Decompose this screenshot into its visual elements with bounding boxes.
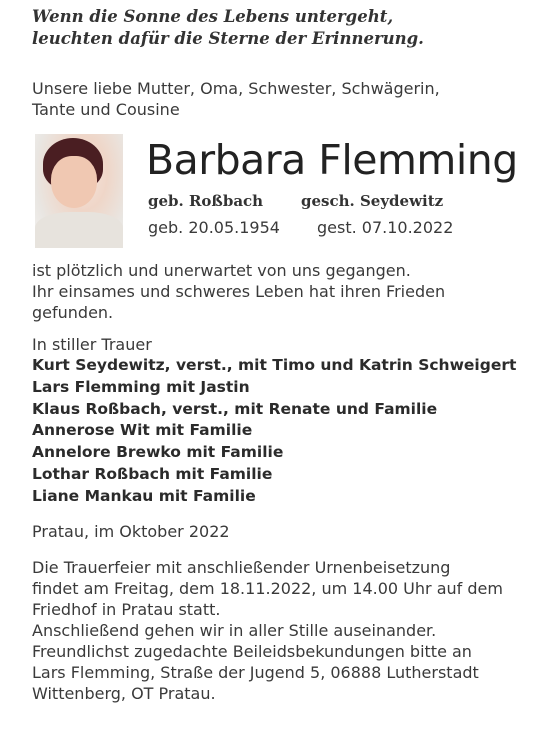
service-line: Wittenberg, OT Pratau.	[32, 684, 216, 703]
service-line: findet am Freitag, dem 18.11.2022, um 14.00 Uhr auf dem	[32, 579, 503, 598]
service-line: Freundlichst zugedachte Beileidsbekundungen bitte an	[32, 642, 472, 661]
place-date: Pratau, im Oktober 2022	[32, 522, 230, 541]
service-info	[32, 557, 532, 704]
mourner: Annelore Brewko mit Familie	[32, 443, 284, 462]
mourner: Kurt Seydewitz, verst., mit Timo und Katrin Schweigert	[32, 356, 517, 374]
birth-name: geb. Roßbach	[148, 192, 264, 210]
mourner: Annerose Wit mit Familie	[32, 421, 253, 440]
service-line: Anschließend gehen wir in aller Stille auseinander.	[32, 621, 437, 640]
deceased-name: Barbara Flemming	[146, 136, 518, 184]
motto-line: leuchten dafür die Sterne der Erinnerung.	[32, 29, 424, 48]
mourner: Liane Mankau mit Familie	[32, 486, 256, 505]
passing-line: gefunden.	[32, 303, 114, 322]
mourner: Lothar Roßbach mit Familie	[32, 464, 273, 483]
mourner: Lars Flemming mit Jastin	[32, 377, 250, 396]
motto-quote	[32, 6, 532, 50]
motto-line: Wenn die Sonne des Lebens untergeht,	[32, 7, 394, 26]
passing-text	[32, 260, 532, 323]
death-date: gest. 07.10.2022	[317, 218, 454, 237]
intro-line: Unsere liebe Mutter, Oma, Schwester, Schwägerin,	[32, 79, 440, 98]
mourner: Klaus Roßbach, verst., mit Renate und Familie	[32, 399, 438, 418]
divorced-name: gesch. Seydewitz	[301, 192, 444, 210]
passing-line: Ihr einsames und schweres Leben hat ihren Frieden	[32, 282, 446, 301]
service-line: Die Trauerfeier mit anschließender Urnenbeisetzung	[32, 558, 451, 577]
intro-line: Tante und Cousine	[32, 100, 180, 119]
intro-text	[32, 78, 532, 120]
mourning-label: In stiller Trauer	[32, 335, 152, 354]
birth-date: geb. 20.05.1954	[148, 218, 280, 237]
portrait-photo	[35, 134, 123, 248]
mourners-list	[32, 355, 532, 508]
passing-line: ist plötzlich und unerwartet von uns gegangen.	[32, 261, 411, 280]
service-line: Lars Flemming, Straße der Jugend 5, 06888 Lutherstadt	[32, 663, 479, 682]
service-line: Friedhof in Pratau statt.	[32, 600, 221, 619]
